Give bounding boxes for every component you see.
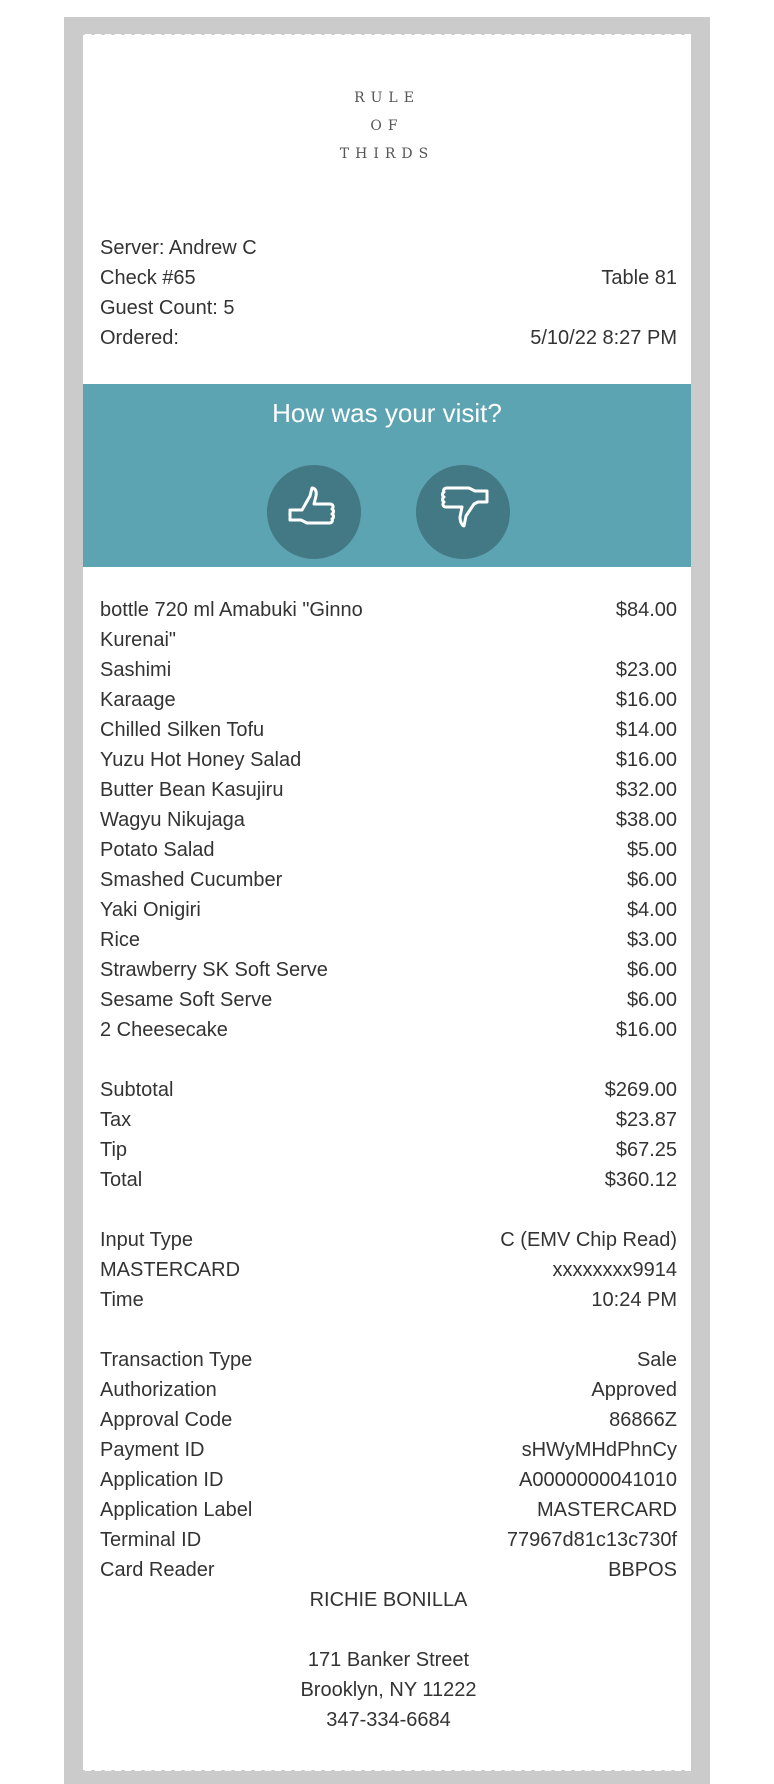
line-item-value: $4.00 [626,899,677,921]
transaction-row-value: sHWyMHdPhnCy [521,1439,677,1461]
line-item-value: $16.00 [615,749,677,771]
logo-line: THIRDS [339,146,435,162]
transaction-row [100,1465,677,1495]
line-item-label: Smashed Cucumber [100,869,283,891]
transaction-row-label: Payment ID [100,1439,205,1461]
card-row-label: Input Type [100,1229,194,1251]
transaction-row-label: Terminal ID [100,1529,202,1551]
total-row [100,1105,677,1135]
card-row-value: C (EMV Chip Read) [500,1229,677,1251]
line-item-value: $38.00 [615,809,677,831]
thumbs-down-icon [434,483,492,541]
line-item [100,895,677,925]
line-item [100,865,677,895]
line-item-label: Yaki Onigiri [100,899,201,921]
line-item-value: $84.00 [615,599,677,621]
line-item [100,655,677,685]
line-item-value: $5.00 [626,839,677,861]
line-item-label: 2 Cheesecake [100,1019,228,1041]
thumbs-up-icon [285,483,343,541]
card-row-value: 10:24 PM [591,1289,677,1311]
transaction-row-label: Authorization [100,1379,217,1401]
line-item-value: $6.00 [626,989,677,1011]
line-item-value: $3.00 [626,929,677,951]
line-item-label: Sesame Soft Serve [100,989,273,1011]
zigzag-edge-bottom [83,1770,691,1778]
total-row-label: Tip [100,1139,128,1161]
total-row-label: Total [100,1169,143,1191]
line-item [100,745,677,775]
transaction-row-value: MASTERCARD [536,1499,677,1521]
line-item-label: Wagyu Nikujaga [100,809,245,831]
totals [100,1075,677,1195]
address-line: 171 Banker Street [307,1649,470,1671]
transaction-info [100,1345,677,1585]
card-row-label: MASTERCARD [100,1259,241,1281]
line-item-label: Rice [100,929,141,951]
line-item [100,925,677,955]
total-row-value: $269.00 [604,1079,677,1101]
order-header [100,233,677,353]
transaction-row [100,1555,677,1585]
total-row [100,1165,677,1195]
transaction-row-value: A0000000041010 [519,1469,677,1491]
total-row-value: $23.87 [615,1109,677,1131]
logo-line: OF [370,118,404,134]
transaction-row [100,1405,677,1435]
card-row [100,1255,677,1285]
zigzag-edge-top [83,27,691,35]
transaction-row-label: Application Label [100,1499,253,1521]
line-item [100,685,677,715]
line-item [100,715,677,745]
line-item-value: $16.00 [615,1019,677,1041]
total-row-value: $67.25 [615,1139,677,1161]
transaction-row-label: Approval Code [100,1409,233,1431]
ordered-label: Ordered: [100,327,179,349]
line-item-label: Yuzu Hot Honey Salad [100,749,302,771]
line-item [100,955,677,985]
receipt-paper [83,34,691,1771]
cardholder-name: RICHIE BONILLA [309,1589,468,1611]
footer [100,1585,677,1735]
line-item-label: Chilled Silken Tofu [100,719,265,741]
address-line: Brooklyn, NY 11222 [300,1679,477,1701]
line-item [100,1015,677,1045]
transaction-row-label: Card Reader [100,1559,215,1581]
ordered-value: 5/10/22 8:27 PM [530,327,677,349]
line-item-value: $32.00 [615,779,677,801]
transaction-row [100,1375,677,1405]
transaction-row-value: Approved [591,1379,677,1401]
table-number: Table 81 [601,267,677,289]
line-item-value: $16.00 [615,689,677,711]
line-item-label: bottle 720 ml Amabuki "Ginno Kurenai" [100,599,363,651]
card-row [100,1225,677,1255]
restaurant-logo [83,84,691,168]
transaction-row-value: 86866Z [609,1409,677,1431]
thumbs-up-button[interactable] [267,465,361,559]
line-item-label: Strawberry SK Soft Serve [100,959,328,981]
transaction-row-value: 77967d81c13c730f [506,1529,677,1551]
feedback-title: How was your visit? [272,398,502,428]
total-row-value: $360.12 [604,1169,677,1191]
total-row [100,1135,677,1165]
guest-count: Guest Count: 5 [100,297,235,319]
server: Server: Andrew C [100,237,257,259]
logo-line: RULE [354,90,420,106]
transaction-row [100,1345,677,1375]
feedback-banner [83,384,691,567]
phone-number: 347-334-6684 [326,1709,451,1731]
transaction-row [100,1525,677,1555]
line-item-label: Butter Bean Kasujiru [100,779,284,801]
transaction-row-value: BBPOS [608,1559,677,1581]
line-item-value: $6.00 [626,959,677,981]
receipt-frame [64,17,710,1784]
transaction-row-label: Transaction Type [100,1349,253,1371]
line-item-value: $23.00 [615,659,677,681]
card-info [100,1225,677,1315]
card-row-value: xxxxxxxx9914 [552,1259,677,1281]
card-row-label: Time [100,1289,144,1311]
line-item [100,775,677,805]
line-item-value: $14.00 [615,719,677,741]
check-number: Check #65 [100,267,196,289]
transaction-row-value: Sale [636,1349,677,1371]
total-row-label: Subtotal [100,1079,174,1101]
total-row-label: Tax [100,1109,132,1131]
line-item [100,595,677,655]
total-row [100,1075,677,1105]
items-list [100,595,677,1045]
thumbs-down-button[interactable] [416,465,510,559]
transaction-row [100,1435,677,1465]
line-item-label: Karaage [100,689,176,711]
line-item-label: Potato Salad [100,839,215,861]
line-item-value: $6.00 [626,869,677,891]
line-item [100,985,677,1015]
card-row [100,1285,677,1315]
transaction-row [100,1495,677,1525]
line-item [100,805,677,835]
transaction-row-label: Application ID [100,1469,224,1491]
line-item-label: Sashimi [100,659,172,681]
line-item [100,835,677,865]
